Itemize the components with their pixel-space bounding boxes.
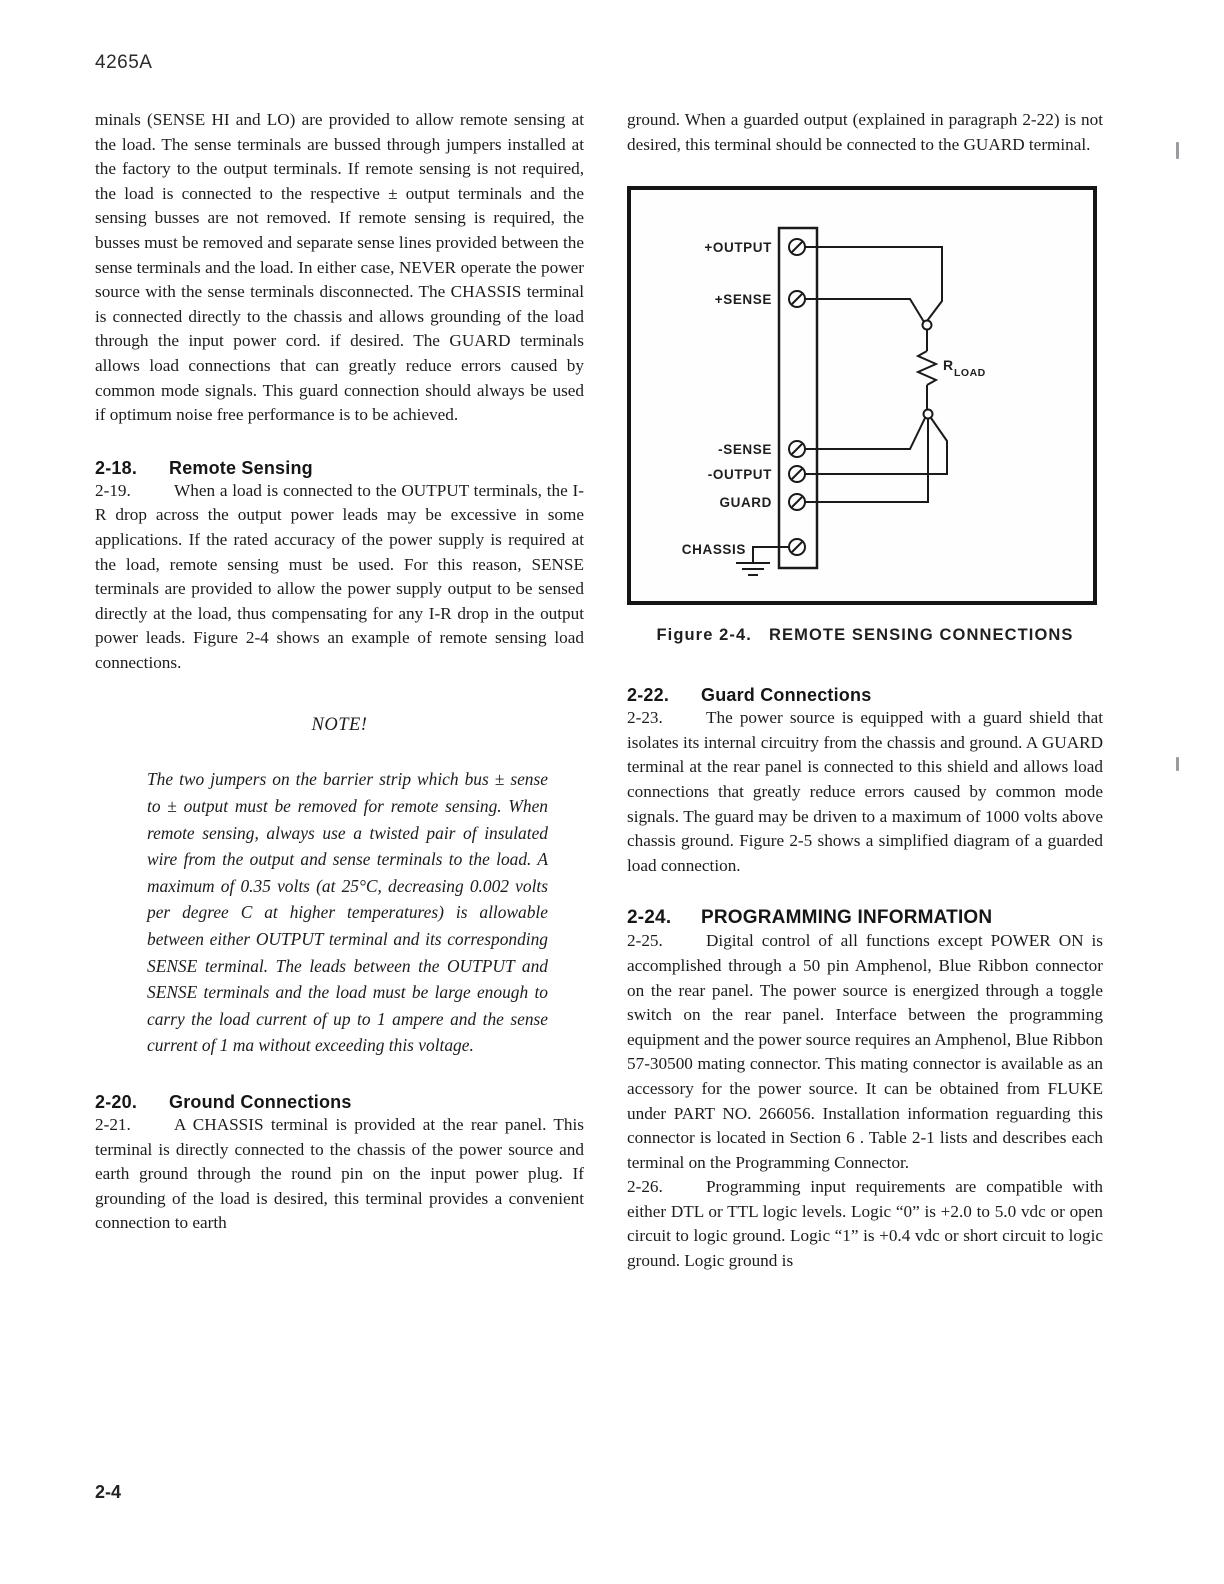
scan-artifact xyxy=(1176,142,1179,159)
load-node-bottom xyxy=(924,410,933,419)
section-title: PROGRAMMING INFORMATION xyxy=(701,907,993,929)
section-number: 2-22. xyxy=(627,685,670,706)
section-number: 2-24. xyxy=(627,907,672,929)
terminal-pos-output xyxy=(789,239,805,255)
terminal-neg-output xyxy=(789,466,805,482)
label-guard: GUARD xyxy=(719,495,772,511)
section-title: Guard Connections xyxy=(701,685,872,706)
paragraph-text: The power source is equipped with a guard shield that isolates its internal circuitry from the chassis and ground. A GUARD terminal at the rear panel is connected to this shield and allows load connections that greatly reduce errors caused by common mode signals. The guard may be driven to a maximum of 1000 volts above chassis ground. Figure 2-5 shows a simplified diagram of a guarded load connection. xyxy=(627,708,1103,875)
paragraph-2-19 xyxy=(95,479,584,676)
paragraph-number: 2-26. xyxy=(627,1177,663,1197)
section-heading-2-22 xyxy=(627,685,1103,706)
paragraph-number: 2-23. xyxy=(627,708,663,728)
figure-caption-number: Figure 2-4. xyxy=(656,626,752,645)
section-title: Remote Sensing xyxy=(169,457,313,478)
note-title: NOTE! xyxy=(311,715,368,736)
paragraph-text: A CHASSIS terminal is provided at the rear panel. This terminal is directly connected to the chassis of the power source and earth ground through the round pin on the input power plug. If grounding of the load is desired, this terminal provides a convenient connection to earth xyxy=(95,1115,584,1233)
page-model-number: 4265A xyxy=(95,52,153,73)
page-number: 2-4 xyxy=(95,1482,122,1502)
label-pos-sense: +SENSE xyxy=(714,292,772,308)
label-pos-output: +OUTPUT xyxy=(704,240,772,256)
wire-chassis xyxy=(753,547,789,563)
terminal-neg-sense xyxy=(789,441,805,457)
figure-caption xyxy=(627,626,1103,645)
paragraph-2-25 xyxy=(627,929,1103,1175)
right-column xyxy=(627,108,1103,1274)
wire-neg-sense xyxy=(805,418,925,449)
label-neg-output: -OUTPUT xyxy=(707,467,772,483)
paragraph-2-21 xyxy=(95,1113,584,1236)
wire-neg-output xyxy=(805,418,947,474)
section-title: Ground Connections xyxy=(169,1092,352,1112)
paragraph-continuation: minals (SENSE HI and LO) are provided to allow remote sensing at the load. The sense terminals are bussed through jumpers installed at the factory to the output terminals. If remote sensing is not required, the load is connected to the respective ± output terminals and the sensing busses are not removed. If remote sensing is required, the busses must be removed and separate sense lines provided between the sense terminals and the load. In either case, NEVER operate the power source with the sense terminals disconnected. The CHASSIS terminal is connected directly to the chassis and allows grounding of the load through the input power cord. if desired. The GUARD terminals allows load connections that can greatly reduce errors caused by common mode signals. This guard connection should always be used if optimum noise free performance is to be achieved. xyxy=(95,110,584,425)
figure-2-4 xyxy=(627,186,1103,645)
label-chassis: CHASSIS xyxy=(681,542,746,558)
scan-artifact xyxy=(1176,757,1179,771)
paragraph-number: 2-19. xyxy=(95,480,131,500)
left-column xyxy=(95,108,584,1236)
paragraph-2-26 xyxy=(627,1175,1103,1273)
terminal-chassis xyxy=(789,539,805,555)
section-heading-2-18 xyxy=(95,458,584,479)
remote-sensing-diagram xyxy=(627,186,1097,605)
paragraph-2-23 xyxy=(627,706,1103,878)
section-heading-2-24 xyxy=(627,907,1103,929)
load-node-top xyxy=(923,321,932,330)
paragraph-text: Programming input requirements are compatible with either DTL or TTL logic levels. Logic “0” is +2.0 to 5.0 vdc or open circuit to logic ground. Logic “1” is +0.4 vdc or short circuit to logic ground. Logic ground is xyxy=(627,1177,1103,1271)
paragraph-text: When a load is connected to the OUTPUT terminals, the I-R drop across the output power leads may be excessive in some applications. If the rated accuracy of the power supply is required at the load, remote sensing must be used. For this reason, SENSE terminals are provided to allow the power supply output to be sensed directly at the load, thus compensating for any I-R drop in the output power leads. Figure 2-4 shows an example of remote sensing load connections. xyxy=(95,480,584,672)
label-r-load: R xyxy=(943,357,954,374)
note-body: The two jumpers on the barrier strip which bus ± sense to ± output must be removed for remote sensing. When remote sensing, always use a twisted pair of insulated wire from the output and sense terminals to the load. A maximum of 0.35 volts (at 25°C, decreasing 0.002 volts per degree C at higher temperatures) is allowable between either OUTPUT terminal and its corresponding SENSE terminal. The leads between the OUTPUT and SENSE terminals and the load must be large enough to carry the load current of up to 1 ampere and the sense current of 1 ma without exceeding this voltage. xyxy=(147,769,548,1056)
label-r-load-subscript: LOAD xyxy=(954,367,986,380)
paragraph-continuation: ground. When a guarded output (explained in paragraph 2-22) is not desired, this terminal should be connected to the GUARD terminal. xyxy=(627,110,1103,154)
section-number: 2-20. xyxy=(95,1092,138,1112)
wire-pos-sense xyxy=(805,299,924,322)
figure-caption-title: REMOTE SENSING CONNECTIONS xyxy=(769,626,1074,645)
barrier-strip xyxy=(779,228,817,568)
paragraph-number: 2-25. xyxy=(627,931,663,951)
wire-pos-output xyxy=(805,247,942,321)
section-number: 2-18. xyxy=(95,457,138,478)
earth-ground-icon xyxy=(736,563,770,575)
resistor-zigzag xyxy=(918,351,936,385)
paragraph-text: Digital control of all functions except POWER ON is accomplished through a 50 pin Amphenol, Blue Ribbon connector on the rear panel. The power source is energized through a toggle switch on the rear panel. Interface between the programming equipment and the power source requires an Amphenol, Blue Ribbon 57-30500 mating connector. This mating connector is available as an accessory for the power source. It can be obtained from FLUKE under PART NO. 266056. Installation information reguarding this connector is located in Section 6 . Table 2-1 lists and describes each terminal on the Programming Connector. xyxy=(627,931,1103,1172)
wire-guard xyxy=(805,419,928,502)
label-neg-sense: -SENSE xyxy=(718,442,772,458)
section-heading-2-20 xyxy=(95,1092,584,1113)
terminal-pos-sense xyxy=(789,291,805,307)
paragraph-number: 2-21. xyxy=(95,1115,131,1134)
terminal-guard xyxy=(789,494,805,510)
circuit-schematic xyxy=(631,190,1093,601)
